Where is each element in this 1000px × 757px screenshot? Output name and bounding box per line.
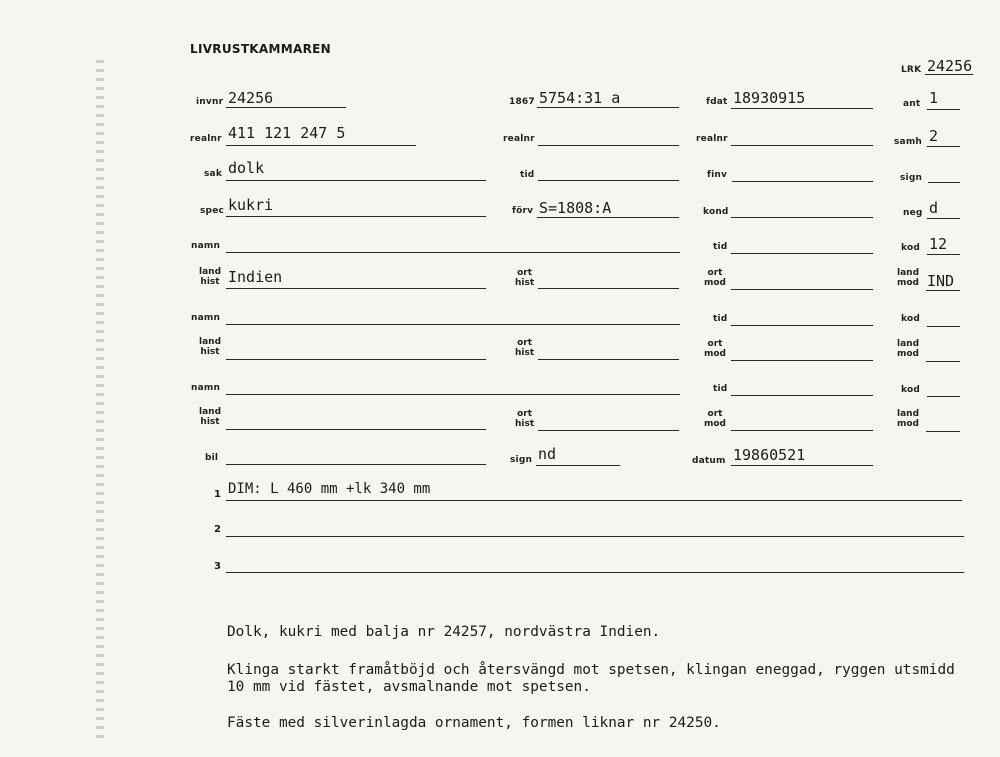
forv-label: förv	[512, 206, 534, 216]
land-hist-label-2: land hist	[199, 337, 222, 357]
lrk-label: LRK	[901, 65, 922, 75]
namn-line-1	[226, 252, 680, 253]
land-mod-line-1	[926, 290, 960, 291]
nr1867-line	[537, 107, 679, 108]
kod-value[interactable]: 12	[929, 235, 948, 253]
tid-label-1: tid	[520, 170, 535, 180]
invnr-value[interactable]: 24256	[228, 89, 274, 107]
ort-mod-line-1	[731, 289, 873, 290]
ort-hist-line-1	[538, 288, 679, 289]
description-paragraph-3: Fäste med silverinlagda ornament, formen liknar nr 24250.	[227, 715, 721, 731]
ort-hist-label-1: ort hist	[515, 268, 535, 288]
neg-label: neg	[903, 208, 923, 218]
year-1867-label: 1867	[509, 97, 535, 107]
lrk-value: 24256	[927, 57, 973, 75]
land-hist-line-3	[226, 429, 486, 430]
ort-mod-label-2: ort mod	[704, 339, 727, 359]
kod-line-2	[927, 326, 960, 327]
ort-mod-label-3: ort mod	[704, 409, 727, 429]
realnr-line-1	[226, 145, 416, 146]
bil-label: bil	[205, 453, 219, 463]
description-paragraph-2b: 10 mm vid fästet, avsmalnande mot spetsen.	[227, 679, 591, 695]
spec-label: spec	[200, 206, 225, 216]
realnr-label-2: realnr	[503, 134, 535, 144]
tid-label-2: tid	[713, 242, 728, 252]
dim-rule-1	[226, 500, 962, 501]
ort-hist-line-2	[538, 359, 679, 360]
sak-line	[226, 180, 486, 181]
description-paragraph-2a: Klinga starkt framåtböjd och återsvängd mot spetsen, klingan eneggad, ryggen utsmidd	[227, 662, 955, 678]
tid-line-1	[538, 180, 679, 181]
line-number-2: 2	[214, 524, 221, 535]
land-mod-label-1: land mod	[897, 268, 920, 288]
land-hist-label-3: land hist	[199, 407, 222, 427]
land-mod-line-3	[926, 431, 960, 432]
kod-label-1: kod	[901, 243, 920, 253]
line-number-3: 3	[214, 561, 221, 572]
datum-label: datum	[692, 456, 726, 466]
fdat-value[interactable]: 18930915	[733, 89, 806, 107]
land-mod-value[interactable]: IND	[927, 272, 955, 290]
kond-label: kond	[703, 207, 729, 217]
ort-hist-label-3: ort hist	[515, 409, 535, 429]
ort-mod-line-2	[731, 360, 873, 361]
description-paragraph-1: Dolk, kukri med balja nr 24257, nordvästra Indien.	[227, 624, 661, 640]
datum-line	[731, 465, 873, 466]
sign-line-1	[928, 182, 960, 183]
dim-line-1[interactable]: DIM: L 460 mm +lk 340 mm	[228, 481, 431, 497]
ort-hist-line-3	[538, 430, 679, 431]
lrk-line	[925, 74, 973, 75]
kond-line	[731, 217, 873, 218]
ort-mod-label-1: ort mod	[704, 268, 727, 288]
sign-value[interactable]: nd	[538, 445, 557, 463]
ort-hist-label-2: ort hist	[515, 338, 535, 358]
samh-label: samh	[894, 137, 923, 147]
nr1867-value[interactable]: 5754:31 a	[539, 89, 621, 107]
line-number-1: 1	[214, 489, 221, 500]
realnr-line-2	[538, 145, 679, 146]
dim-rule-3	[226, 572, 964, 573]
ant-value[interactable]: 1	[929, 89, 939, 107]
ort-mod-line-3	[731, 430, 873, 431]
sign-label-2: sign	[510, 455, 533, 465]
kod-line-3	[927, 396, 960, 397]
finv-label: finv	[707, 170, 728, 180]
samh-line	[927, 146, 960, 147]
forv-value[interactable]: S=1808:A	[539, 199, 612, 217]
forv-line	[537, 217, 679, 218]
realnr-label-1: realnr	[190, 134, 222, 144]
kod-label-2: kod	[901, 314, 920, 324]
institution-title: LIVRUSTKAMMAREN	[190, 42, 331, 56]
sign-label-1: sign	[900, 173, 923, 183]
sak-value[interactable]: dolk	[228, 159, 265, 177]
land-hist-label-1: land hist	[199, 267, 222, 287]
tid-label-3: tid	[713, 314, 728, 324]
kod-line-1	[927, 254, 960, 255]
tid-line-4	[731, 395, 873, 396]
spec-value[interactable]: kukri	[228, 196, 274, 214]
spec-line	[226, 216, 486, 217]
fdat-label: fdat	[706, 97, 728, 107]
land-mod-label-3: land mod	[897, 409, 920, 429]
bil-line	[226, 464, 486, 465]
land-hist-line-1	[226, 288, 486, 289]
land-mod-label-2: land mod	[897, 339, 920, 359]
namn-label-1: namn	[191, 241, 221, 251]
namn-line-2	[226, 324, 680, 325]
dim-rule-2	[226, 536, 964, 537]
land-mod-line-2	[926, 361, 960, 362]
namn-line-3	[226, 394, 680, 395]
neg-value[interactable]: d	[929, 199, 939, 217]
samh-value[interactable]: 2	[929, 127, 939, 145]
fdat-line	[731, 108, 873, 109]
land-hist-line-2	[226, 359, 486, 360]
finv-line	[732, 181, 873, 182]
namn-label-2: namn	[191, 313, 221, 323]
land-hist-value[interactable]: Indien	[228, 268, 283, 286]
namn-label-3: namn	[191, 383, 221, 393]
realnr-line-3	[731, 145, 873, 146]
datum-value[interactable]: 19860521	[733, 446, 806, 464]
kod-label-3: kod	[901, 385, 920, 395]
tid-label-4: tid	[713, 384, 728, 394]
realnr-value[interactable]: 411 121 247 5	[228, 124, 346, 142]
neg-line	[927, 218, 960, 219]
ant-label: ant	[903, 99, 921, 109]
card-left-edge	[96, 60, 104, 740]
sign-line-2	[536, 465, 620, 466]
invnr-label: invnr	[196, 97, 224, 107]
tid-line-2	[731, 253, 873, 254]
invnr-line	[226, 107, 346, 108]
sak-label: sak	[204, 169, 223, 179]
tid-line-3	[731, 325, 873, 326]
ant-line	[927, 109, 960, 110]
realnr-label-3: realnr	[696, 134, 728, 144]
